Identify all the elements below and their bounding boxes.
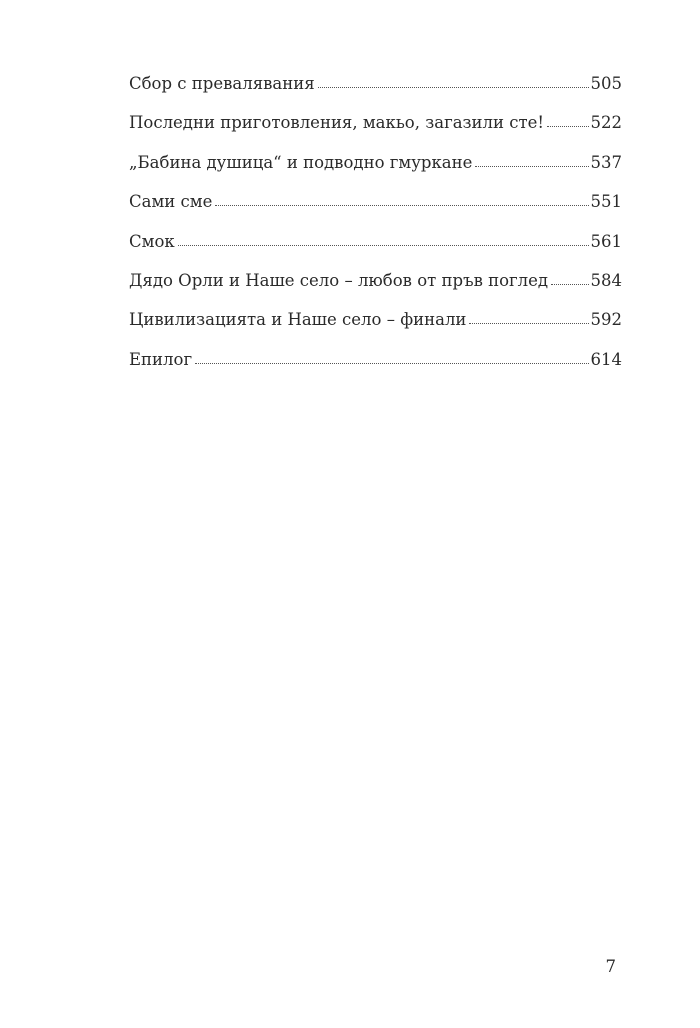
- toc-entry-page: 592: [590, 310, 622, 330]
- dot-leader: [215, 205, 588, 206]
- dot-leader: [551, 284, 588, 285]
- toc-entry[interactable]: [129, 349, 622, 391]
- toc-entry-page: 561: [590, 231, 622, 251]
- toc-entry-title: Цивилизацията и Наше село – финали: [129, 310, 467, 330]
- toc-entry-page: 505: [590, 74, 622, 93]
- toc-entry-title: Епилог: [129, 349, 193, 369]
- dot-leader: [318, 87, 589, 88]
- toc-entry[interactable]: [129, 76, 622, 115]
- toc-entry-page: 522: [590, 113, 622, 133]
- table-of-contents: [129, 76, 622, 391]
- toc-entry-title: Сами сме: [129, 192, 213, 212]
- dot-leader: [547, 126, 588, 127]
- page-number: 7: [605, 957, 616, 976]
- toc-entry[interactable]: [129, 115, 622, 154]
- toc-entry-title: Сбор с превалявания: [129, 74, 315, 93]
- dot-leader: [475, 166, 588, 167]
- toc-entry-page: 537: [590, 152, 622, 172]
- dot-leader: [178, 245, 589, 246]
- toc-entry-title: Смок: [129, 231, 175, 251]
- toc-entry-page: 584: [590, 270, 622, 290]
- toc-entry[interactable]: [129, 312, 622, 351]
- toc-entry-title: „Бабина душица“ и подводно гмуркане: [129, 152, 473, 172]
- toc-entry-title: Последни приготовления, макьо, загазили сте!: [129, 113, 545, 133]
- dot-leader: [469, 323, 588, 324]
- toc-entry[interactable]: [129, 270, 622, 312]
- dot-leader: [195, 363, 588, 364]
- toc-entry[interactable]: [129, 194, 622, 233]
- toc-entry[interactable]: [129, 231, 622, 273]
- toc-entry-page: 614: [590, 349, 622, 369]
- toc-entry-page: 551: [590, 192, 622, 212]
- toc-entry[interactable]: [129, 152, 622, 194]
- toc-entry-title: Дядо Орли и Наше село – любов от пръв поглед: [129, 270, 549, 290]
